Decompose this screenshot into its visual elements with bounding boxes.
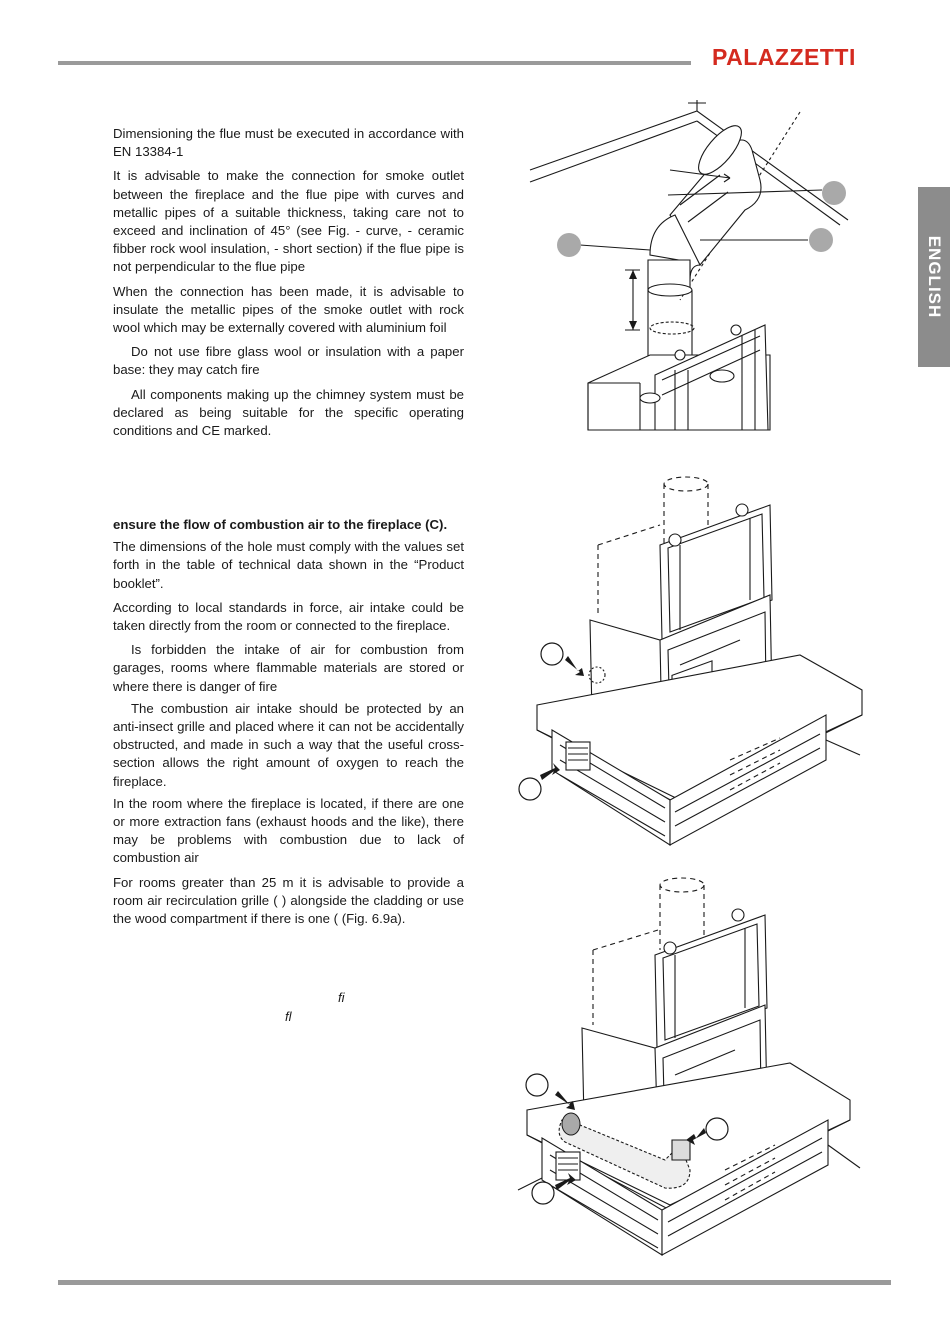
paragraph-local-standards: According to local standards in force, air intake could be taken directly from the room or connected to the fireplace.	[113, 599, 464, 634]
paragraph-extraction-fans: In the room where the fireplace is located, if there are one or more extraction fans (exhaust hoods and the like), there may be problems with combustion due to lack of combustion air	[113, 795, 464, 866]
footer-rule	[58, 1280, 891, 1285]
callout-marker	[532, 1182, 554, 1204]
paragraph-insulation: When the connection has been made, it is advisable to insulate the metallic pipes of the smoke outlet with rock wool which may be externally covered with aluminium foil	[113, 283, 464, 336]
paragraph-grille: The combustion air intake should be protected by an anti-insect grille and placed where it can not be accidentally obstructed, and made in such a way that the useful cross-section allows the right amount of oxygen to reach the fireplace.	[113, 700, 464, 789]
callout-marker	[526, 1074, 548, 1096]
paragraph-hole-dimensions: The dimensions of the hole must comply with the values set forth in the table of technical data shown in the “Product booklet”.	[113, 539, 464, 591]
language-tab-label: ENGLISH	[925, 235, 944, 319]
figure-air-intake-duct	[518, 878, 860, 1255]
callout-marker	[706, 1118, 728, 1140]
paragraph-fibre-warning: Do not use fibre glass wool or insulation with a paper base: they may catch fire	[113, 344, 464, 378]
callout-marker	[809, 228, 833, 252]
paragraph-recirculation: For rooms greater than 25 m it is advisable to provide a room air recirculation grille ( ) alongside the cladding or use the wood compartment if there is one ( (Fig. 6.9a).	[113, 874, 464, 927]
paragraph-components: All components making up the chimney system must be declared as being suitable for the specific operating conditions and CE marked.	[113, 386, 464, 439]
paragraph-dimensioning: Dimensioning the flue must be executed in accordance with EN 13384-1	[113, 126, 464, 160]
callout-marker	[557, 233, 581, 257]
callout-marker	[541, 643, 563, 665]
paragraph-forbidden-intake: Is forbidden the intake of air for combustion from garages, rooms where flammable materials are stored or where there is danger of fire	[113, 642, 464, 694]
callout-marker	[822, 181, 846, 205]
text-fragment-fi: fi	[338, 990, 345, 1005]
figure-flue-connection	[530, 100, 848, 430]
text-fragment-fl: fl	[285, 1009, 292, 1024]
paragraph-connection: It is advisable to make the connection for smoke outlet between the fireplace and the flue pipe with curves and metallic pipes of a suitable thickness, taking care not to exceed and inclination of 45° (see Fig. - curve, - ceramic fibber rock wool insulation, - short section) if the flue pipe is not perpendicular to the flue pipe	[113, 168, 464, 275]
paragraph-air-flow: ensure the flow of combustion air to the fireplace (C).	[113, 517, 448, 532]
callout-marker	[519, 778, 541, 800]
figure-air-intake-room	[519, 477, 862, 845]
brand-logo: PALAZZETTI	[712, 44, 856, 70]
